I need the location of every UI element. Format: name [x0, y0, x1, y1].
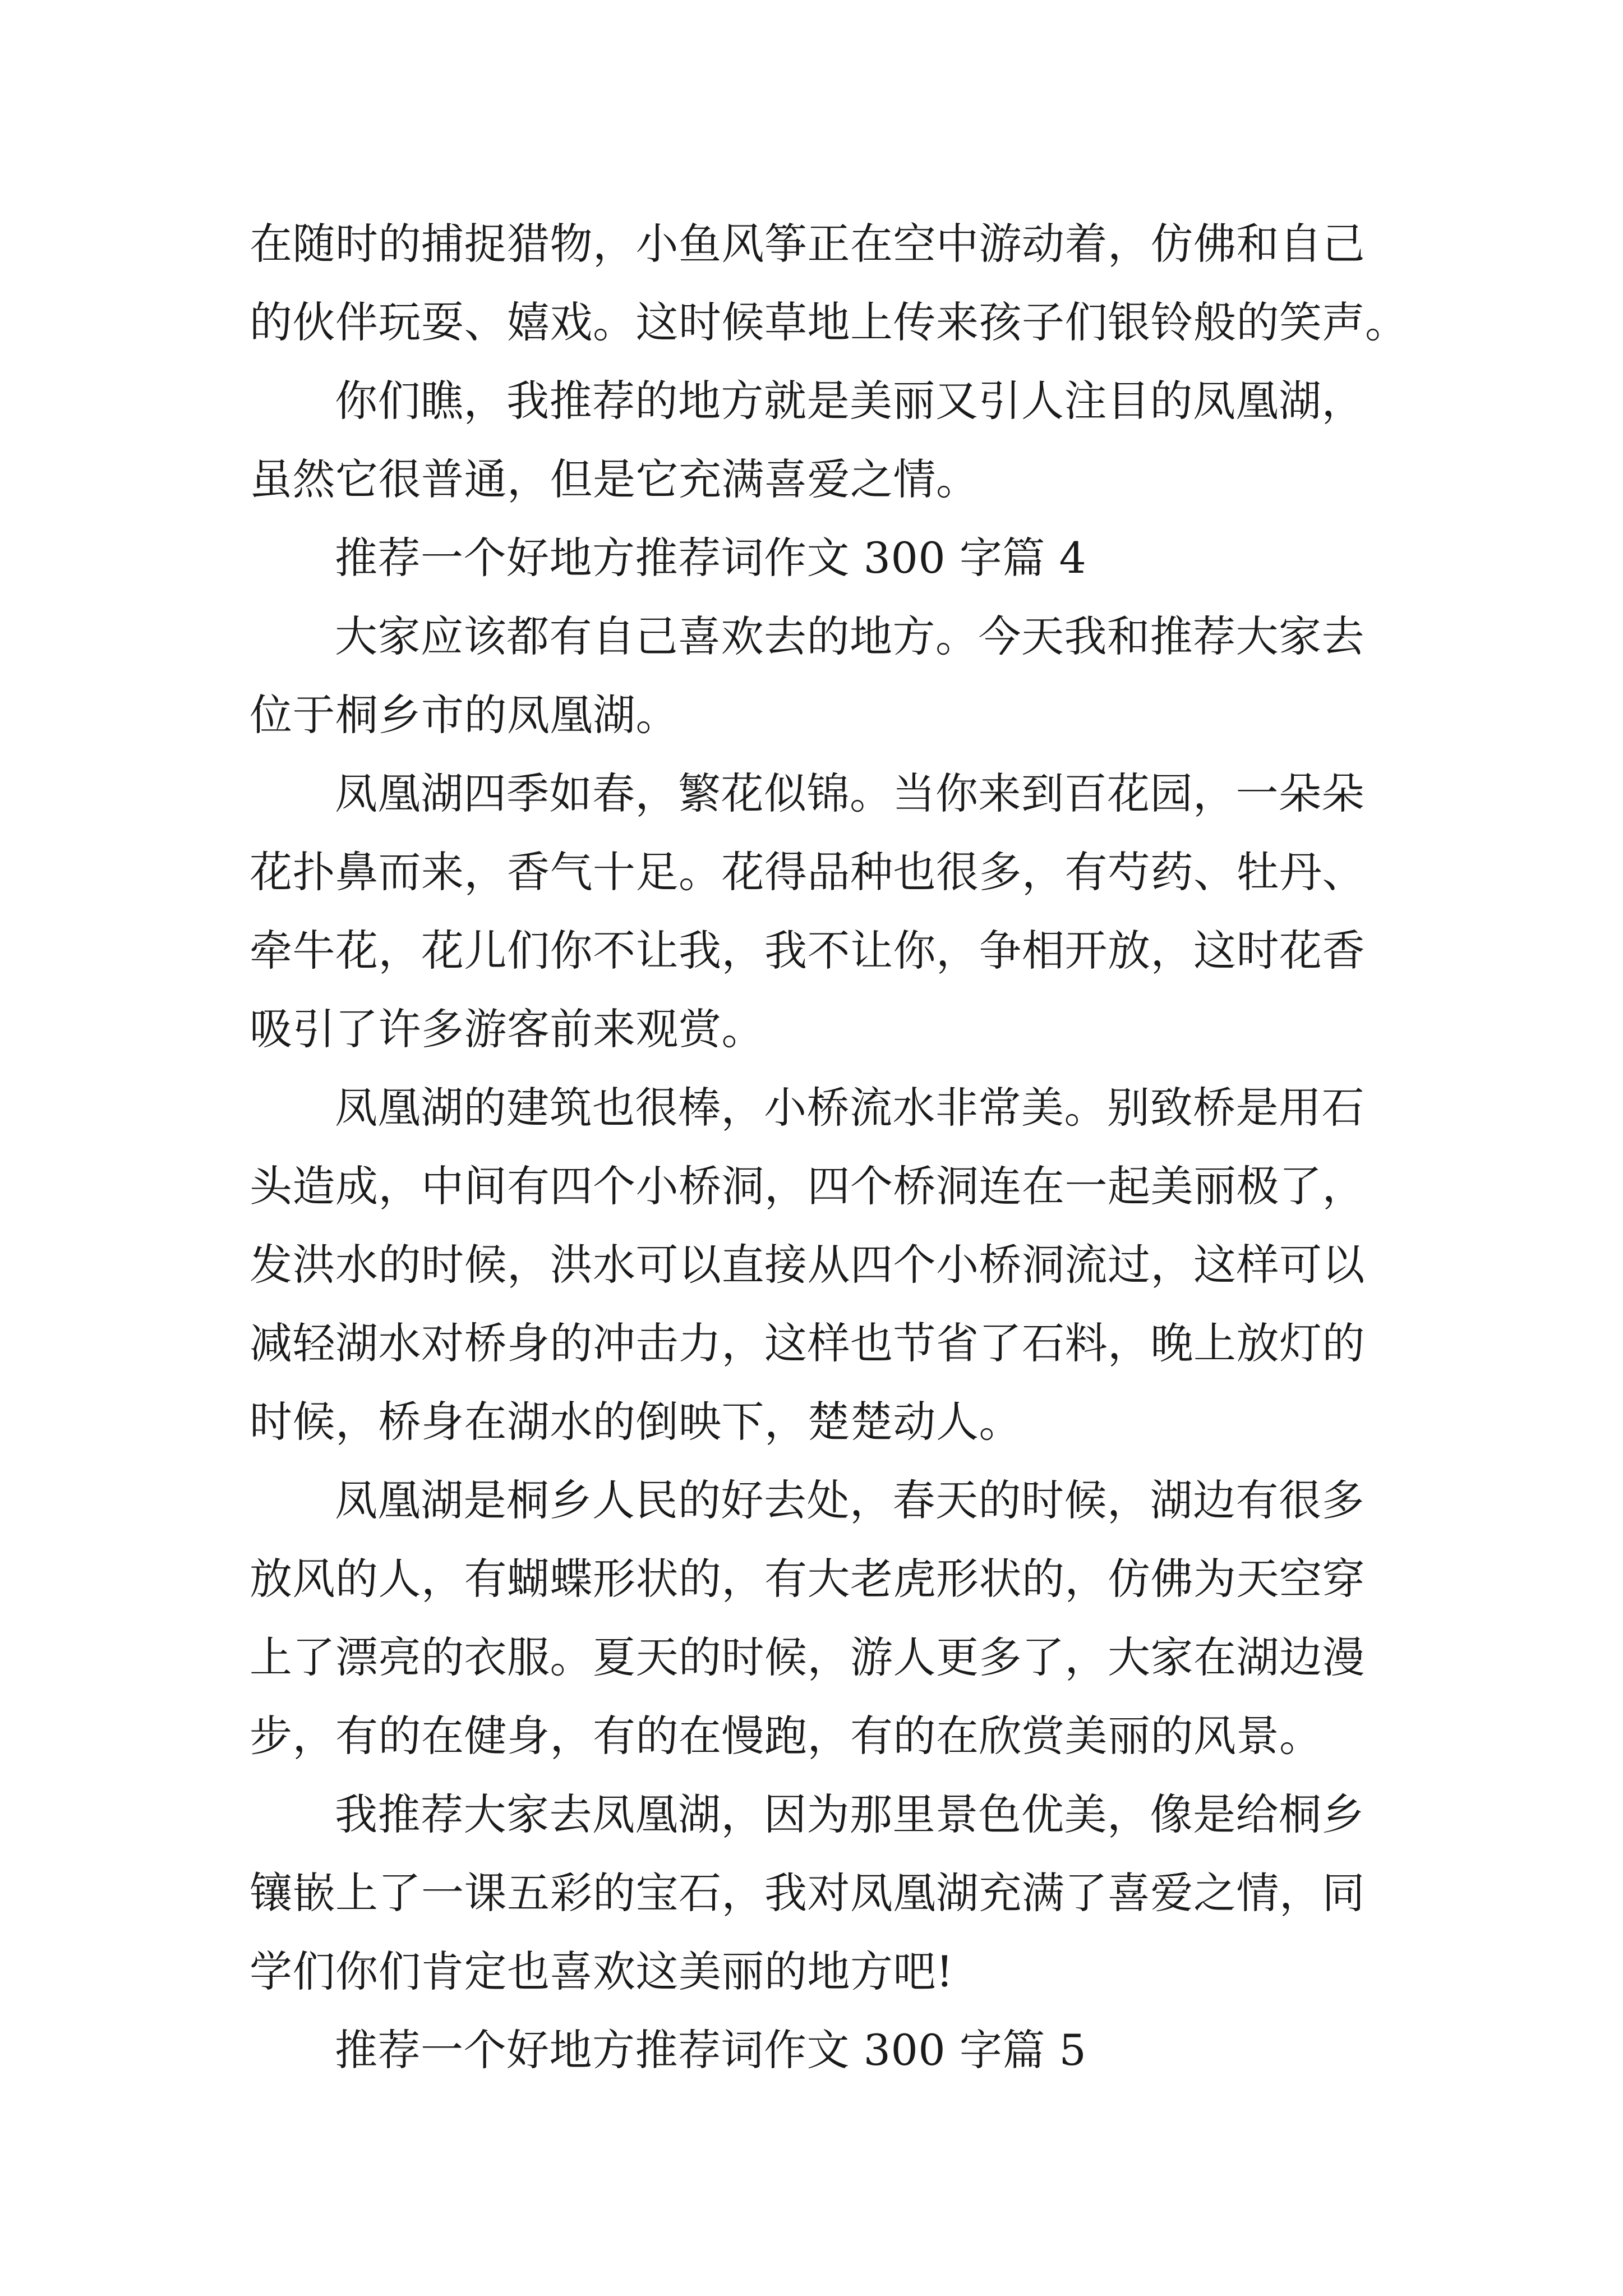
essay-text — [250, 205, 1408, 2090]
text-line: 凤凰湖是桐乡人民的好去处，春天的时候，湖边有很多 — [335, 1475, 1364, 1525]
text-line: 我推荐大家去凤凰湖，因为那里景色优美，像是给桐乡 — [335, 1789, 1364, 1839]
text-line: 吸引了许多游客前来观赏。 — [250, 1004, 764, 1054]
text-line: 位于桐乡市的凤凰湖。 — [250, 690, 679, 740]
text-line: 在随时的捕捉猎物，小鱼风筝正在空中游动着，仿佛和自己 — [250, 219, 1365, 269]
text-line: 凤凰湖四季如春，繁花似锦。当你来到百花园，一朵朵 — [335, 769, 1364, 818]
text-line: 花扑鼻而来，香气十足。花得品种也很多，有芍药、牡丹、 — [250, 847, 1365, 897]
text-line: 你们瞧，我推荐的地方就是美丽又引人注目的凤凰湖， — [335, 376, 1364, 426]
text-line: 减轻湖水对桥身的冲击力，这样也节省了石料，晚上放灯的 — [250, 1318, 1365, 1368]
text-line: 头造成，中间有四个小桥洞，四个桥洞连在一起美丽极了， — [250, 1161, 1365, 1211]
text-line: 虽然它很普通，但是它充满喜爱之情。 — [250, 454, 979, 504]
text-line: 凤凰湖的建筑也很棒，小桥流水非常美。别致桥是用石 — [335, 1083, 1364, 1133]
text-line: 的伙伴玩耍、嬉戏。这时候草地上传来孩子们银铃般的笑声。 — [250, 297, 1408, 347]
text-line: 上了漂亮的衣服。夏天的时候，游人更多了，大家在湖边漫 — [250, 1632, 1365, 1682]
text-line: 镶嵌上了一课五彩的宝石，我对凤凰湖充满了喜爱之情，同 — [250, 1868, 1365, 1918]
text-line: 大家应该都有自己喜欢去的地方。今天我和推荐大家去 — [335, 611, 1364, 661]
text-line: 放风的人，有蝴蝶形状的，有大老虎形状的，仿佛为天空穿 — [250, 1554, 1365, 1604]
text-line: 牵牛花，花儿们你不让我，我不让你，争相开放，这时花香 — [250, 926, 1365, 976]
text-line: 时候，桥身在湖水的倒映下，楚楚动人。 — [250, 1397, 1022, 1447]
section-heading: 推荐一个好地方推荐词作文 300 字篇 5 — [335, 2025, 1087, 2075]
text-line: 步，有的在健身，有的在慢跑，有的在欣赏美丽的风景。 — [250, 1711, 1322, 1761]
text-line: 发洪水的时候，洪水可以直接从四个小桥洞流过，这样可以 — [250, 1240, 1365, 1290]
section-heading: 推荐一个好地方推荐词作文 300 字篇 4 — [335, 533, 1087, 583]
text-line: 学们你们肯定也喜欢这美丽的地方吧! — [250, 1947, 954, 1996]
